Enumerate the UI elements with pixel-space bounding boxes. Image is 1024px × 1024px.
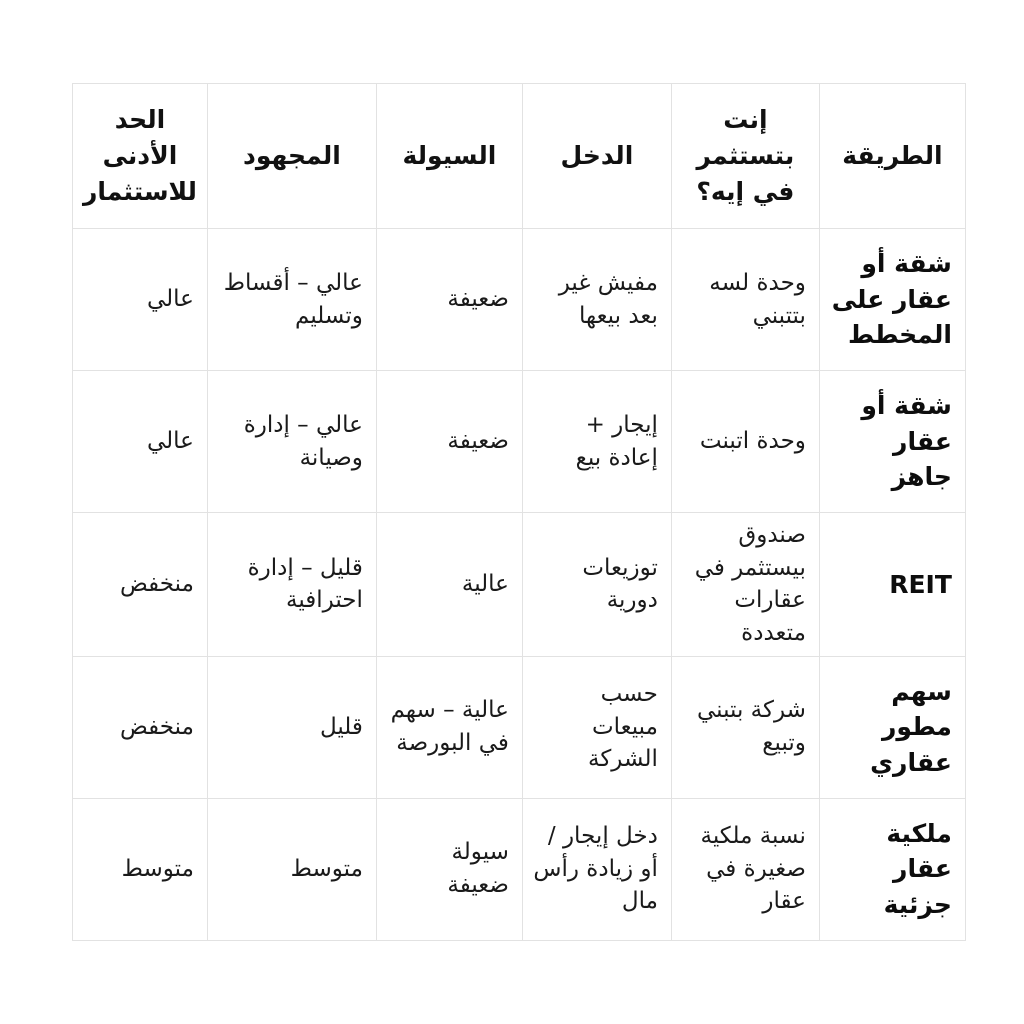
table-cell: حسب مبيعات الشركة <box>522 656 671 798</box>
header-method: الطريقة <box>819 84 965 229</box>
table-cell: عالية – سهم في البورصة <box>376 656 522 798</box>
table-row-reit <box>73 513 966 657</box>
table-cell: متوسط <box>73 798 208 940</box>
table-cell: منخفض <box>73 656 208 798</box>
table-cell: شركة بتبني وتبيع <box>671 656 819 798</box>
header-income: الدخل <box>522 84 671 229</box>
table-cell: متوسط <box>207 798 376 940</box>
investment-comparison-table <box>72 83 966 941</box>
table-cell: وحدة اتبنت <box>671 371 819 513</box>
table-cell: إيجار + إعادة بيع <box>522 371 671 513</box>
comparison-table-wrap <box>72 83 966 941</box>
table-cell: سيولة ضعيفة <box>376 798 522 940</box>
table-cell: ضعيفة <box>376 229 522 371</box>
table-cell: ضعيفة <box>376 371 522 513</box>
method-cell: شقة أو عقار جاهز <box>819 371 965 513</box>
table-cell: عالية <box>376 513 522 657</box>
table-row-ready <box>73 371 966 513</box>
table-cell: منخفض <box>73 513 208 657</box>
table-cell: قليل – إدارة احترافية <box>207 513 376 657</box>
table-row-offplan <box>73 229 966 371</box>
table-cell: دخل إيجار /أو زيادة رأس مال <box>522 798 671 940</box>
table-cell: عالي <box>73 371 208 513</box>
table-row-fractional-ownership <box>73 798 966 940</box>
method-cell: REIT <box>819 513 965 657</box>
header-liquidity: السيولة <box>376 84 522 229</box>
table-cell: صندوق بيستثمر في عقارات متعددة <box>671 513 819 657</box>
method-cell: ملكية عقار جزئية <box>819 798 965 940</box>
header-effort: المجهود <box>207 84 376 229</box>
table-cell: وحدة لسه بتتبني <box>671 229 819 371</box>
header-minimum-investment: الحد الأدنى للاستثمار <box>73 84 208 229</box>
table-cell: قليل <box>207 656 376 798</box>
method-cell: شقة أو عقار على المخطط <box>819 229 965 371</box>
table-cell: عالي – إدارة وصيانة <box>207 371 376 513</box>
table-cell: عالي <box>73 229 208 371</box>
table-cell: مفيش غير بعد بيعها <box>522 229 671 371</box>
table-cell: عالي – أقساط وتسليم <box>207 229 376 371</box>
table-row-developer-stock <box>73 656 966 798</box>
header-row <box>73 84 966 229</box>
table-cell: توزيعات دورية <box>522 513 671 657</box>
table-cell: نسبة ملكية صغيرة في عقار <box>671 798 819 940</box>
header-invest-in-what: إنت بتستثمر في إيه؟ <box>671 84 819 229</box>
method-cell: سهم مطور عقاري <box>819 656 965 798</box>
